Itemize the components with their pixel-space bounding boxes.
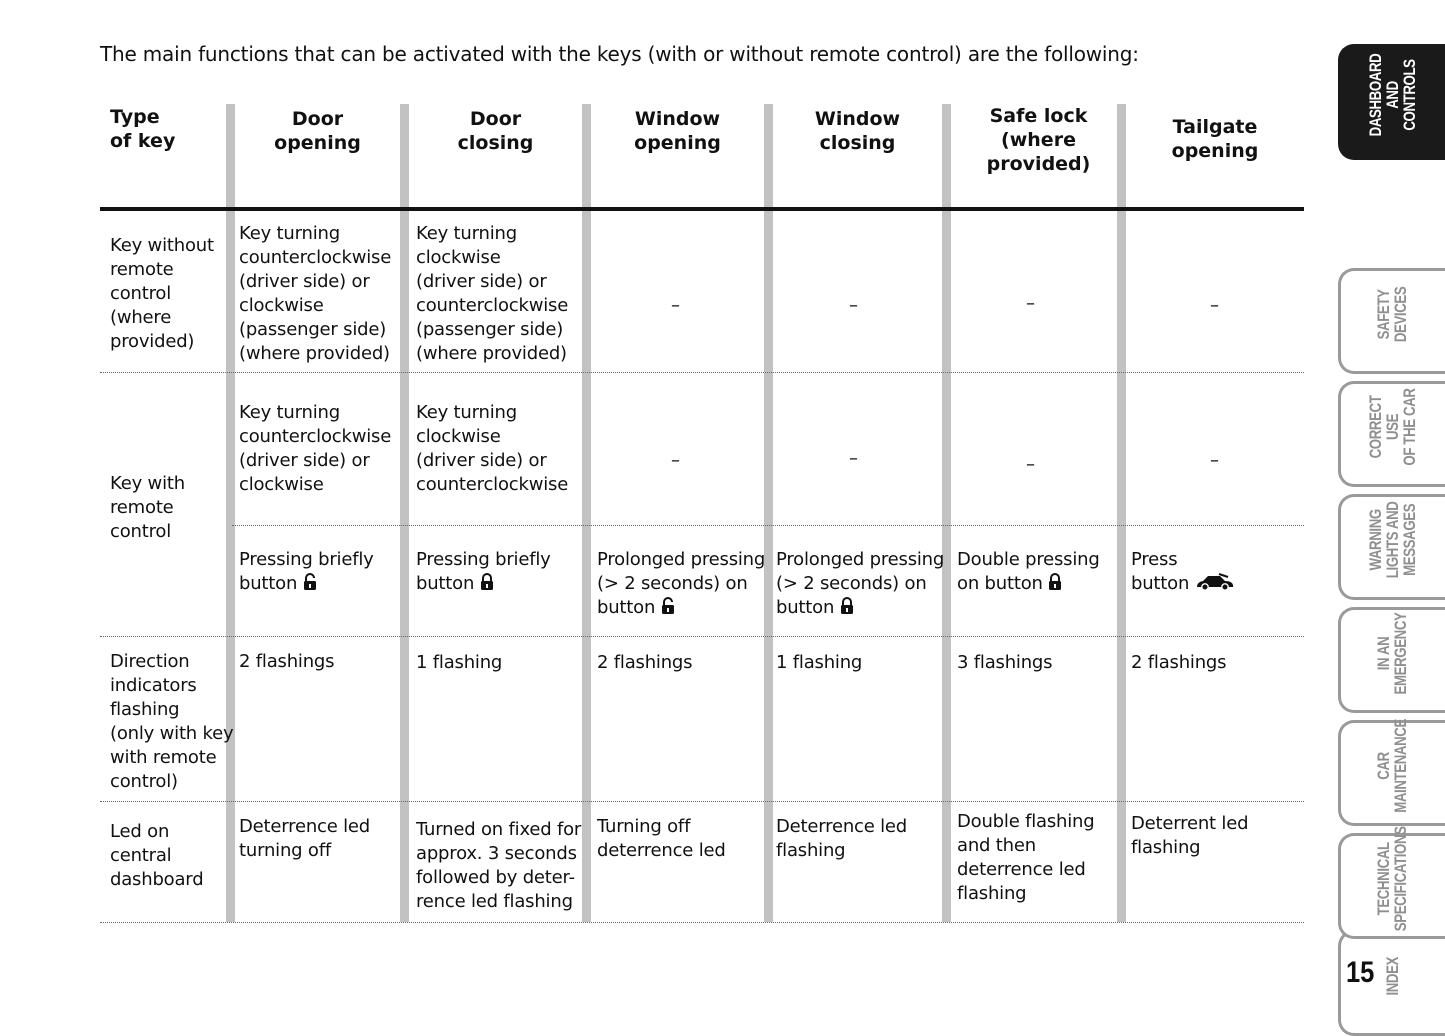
cell-line: (only with key [110, 723, 234, 744]
cell-key-with-door-opening [239, 401, 391, 497]
cell-line: dashboard [110, 869, 204, 890]
tab-line: AND CONTROLS [1382, 59, 1419, 131]
lock-open-icon [303, 573, 317, 591]
cell-key-without-door-closing [416, 222, 568, 366]
cell-line: flashing [776, 840, 846, 861]
header-window-opening [591, 107, 764, 155]
cell-direction-safe-lock: 3 flashings [957, 652, 1053, 673]
row-label-led-dashboard [110, 820, 203, 892]
column-separator [226, 104, 235, 922]
cell-text: on button [957, 573, 1043, 594]
cell-line: with remote [110, 747, 217, 768]
cell-line: (driver side) or [239, 271, 370, 292]
cell-line: clockwise [416, 247, 501, 268]
header-door-closing [409, 107, 582, 155]
cell-line: Prolonged pressing [597, 549, 766, 570]
cell-line: Key without [110, 235, 214, 256]
sidebar-tab-in-an-emergency[interactable] [1338, 607, 1445, 713]
cell-key-with-safe-lock: – [1026, 454, 1035, 475]
row-label-key-with-remote [110, 472, 185, 544]
tab-label [1349, 487, 1435, 593]
cell-text: button [416, 573, 475, 594]
cell-line: flashing [110, 699, 180, 720]
column-separator [764, 104, 773, 922]
cell-line [597, 596, 765, 620]
header-line: Type [110, 106, 160, 128]
header-line: closing [457, 132, 534, 154]
lock-closed-icon [1048, 573, 1062, 591]
cell-text: button [1131, 573, 1190, 594]
row-divider [100, 636, 1304, 637]
tab-line: CORRECT USE [1365, 395, 1402, 459]
header-line: Door [291, 108, 344, 130]
tab-line: EMERGENCY [1391, 612, 1410, 694]
cell-remote-safe-lock [957, 548, 1100, 596]
cell-line: (driver side) or [416, 450, 547, 471]
cell-line: (> 2 seconds) on [597, 573, 748, 594]
cell-direction-door-closing: 1 flashing [416, 652, 503, 673]
cell-key-without-window-opening: – [671, 295, 680, 316]
cell-line: (driver side) or [239, 450, 370, 471]
cell-line: Pressing briefly [239, 549, 374, 570]
cell-line: and then [957, 835, 1036, 856]
cell-direction-window-opening: 2 flashings [597, 652, 693, 673]
cell-key-with-tailgate: – [1210, 450, 1219, 471]
cell-line: Key turning [239, 402, 340, 423]
column-separator [582, 104, 591, 922]
cell-line [1131, 572, 1235, 596]
cell-led-window-opening [597, 815, 726, 863]
cell-text: button [239, 573, 298, 594]
tab-line: SPECIFICATIONS [1391, 826, 1410, 932]
lock-open-icon [661, 597, 675, 615]
tab-label [1349, 261, 1435, 367]
cell-line: Deterrence led [239, 816, 371, 837]
cell-line: central [110, 845, 172, 866]
cell-line: rence led flashing [416, 891, 573, 912]
header-line: Tailgate [1172, 116, 1258, 138]
tab-line: DASHBOARD [1365, 53, 1385, 137]
cell-line: control [110, 283, 171, 304]
cell-led-door-closing [416, 818, 581, 914]
cell-line: (> 2 seconds) on [776, 573, 927, 594]
cell-line: (driver side) or [416, 271, 547, 292]
header-safe-lock [951, 104, 1126, 176]
cell-line: remote [110, 497, 174, 518]
cell-line: Double pressing [957, 549, 1100, 570]
header-tailgate-opening [1126, 115, 1304, 163]
cell-line: (passenger side) [239, 319, 387, 340]
tab-line: CAR [1374, 752, 1393, 780]
tab-label [1349, 37, 1435, 153]
header-line: Safe lock [989, 105, 1088, 127]
tab-label [1349, 826, 1435, 932]
tab-line: WARNING [1365, 509, 1385, 571]
row-divider [100, 801, 1304, 802]
cell-direction-window-closing: 1 flashing [776, 652, 863, 673]
column-separator [1117, 104, 1126, 922]
cell-line: followed by deter- [416, 867, 575, 888]
cell-line: clockwise [239, 295, 324, 316]
cell-key-without-tailgate: – [1210, 295, 1219, 316]
header-line: opening [1171, 140, 1259, 162]
row-divider [232, 525, 1304, 526]
cell-line: (where provided) [416, 343, 567, 364]
tab-line: MAINTENANCE [1391, 719, 1410, 813]
cell-line: indicators [110, 675, 197, 696]
tab-line: OF THE CAR [1399, 388, 1419, 466]
column-separator [400, 104, 409, 922]
sidebar-tab-safety-devices[interactable] [1338, 268, 1445, 374]
cell-line: flashing [1131, 837, 1201, 858]
sidebar-tab-technical-specifications[interactable] [1338, 826, 1445, 939]
cell-line: Turned on fixed for [416, 819, 582, 840]
cell-line: Prolonged pressing [776, 549, 945, 570]
cell-line [416, 572, 551, 596]
cell-key-without-window-closing: – [849, 295, 858, 316]
cell-line: Deterrent led [1131, 813, 1249, 834]
car-tailgate-icon [1195, 573, 1235, 591]
cell-line: deterrence led [597, 840, 726, 861]
row-label-direction-indicators [110, 650, 233, 794]
cell-led-window-closing [776, 815, 907, 863]
cell-remote-door-closing [416, 548, 551, 596]
sidebar-tab-correct-use[interactable] [1338, 381, 1445, 487]
cell-line [957, 572, 1100, 596]
tab-line: SAFETY [1374, 289, 1393, 339]
lock-closed-icon [840, 597, 854, 615]
cell-line [239, 572, 374, 596]
cell-line: (passenger side) [416, 319, 564, 340]
cell-line: control [110, 521, 171, 542]
cell-remote-window-opening [597, 548, 765, 620]
cell-line: Pressing briefly [416, 549, 551, 570]
cell-led-safe-lock [957, 810, 1095, 906]
cell-line: counterclockwise [239, 426, 392, 447]
header-rule [100, 207, 1304, 211]
cell-line: counterclockwise [416, 474, 569, 495]
tab-label [1349, 713, 1435, 819]
header-line: Door [469, 108, 522, 130]
row-divider [100, 922, 1304, 923]
header-type-of-key [110, 105, 175, 153]
cell-remote-door-opening [239, 548, 374, 596]
cell-line: remote [110, 259, 174, 280]
header-line: Window [634, 108, 721, 130]
header-line: opening [634, 132, 721, 154]
header-line: (where [1001, 129, 1076, 151]
cell-line: Led on [110, 821, 170, 842]
cell-text: button [776, 597, 835, 618]
sidebar-tab-warning-lights[interactable] [1338, 494, 1445, 600]
cell-line: Turning off [597, 816, 691, 837]
cell-line: Key turning [416, 402, 517, 423]
cell-line: Key turning [416, 223, 517, 244]
cell-line: approx. 3 seconds [416, 843, 577, 864]
cell-line: Deterrence led [776, 816, 908, 837]
page-number: 15 [1346, 956, 1375, 989]
cell-line: Key with [110, 473, 185, 494]
cell-line: clockwise [416, 426, 501, 447]
cell-line: Double flashing [957, 811, 1095, 832]
sidebar-tab-dashboard-and-controls[interactable] [1338, 44, 1445, 160]
cell-line: counterclockwise [416, 295, 569, 316]
cell-key-with-door-closing [416, 401, 568, 497]
cell-remote-window-closing [776, 548, 944, 620]
column-separator [942, 104, 951, 922]
cell-line: turning off [239, 840, 332, 861]
lock-closed-icon [480, 573, 494, 591]
cell-line: deterrence led [957, 859, 1086, 880]
header-line: opening [274, 132, 361, 154]
cell-line: provided) [110, 331, 195, 352]
tab-label [1349, 374, 1435, 480]
cell-text: button [597, 597, 656, 618]
sidebar-tab-car-maintenance[interactable] [1338, 720, 1445, 826]
row-divider [100, 372, 1304, 373]
cell-line: clockwise [239, 474, 324, 495]
cell-key-with-window-closing: – [849, 448, 858, 469]
tab-line: INDEX [1382, 956, 1402, 996]
cell-led-door-opening [239, 815, 370, 863]
cell-key-without-safe-lock: – [1026, 293, 1035, 314]
cell-led-tailgate [1131, 812, 1248, 860]
cell-direction-door-opening: 2 flashings [239, 651, 335, 672]
header-line: Window [814, 108, 901, 130]
cell-line: Press [1131, 549, 1178, 570]
cell-line: (where provided) [239, 343, 390, 364]
tab-line: TECHNICAL [1374, 842, 1393, 916]
cell-line: Key turning [239, 223, 340, 244]
cell-line: Direction [110, 651, 190, 672]
cell-line [776, 596, 944, 620]
cell-remote-tailgate [1131, 548, 1235, 596]
tab-line: DEVICES [1391, 286, 1410, 342]
header-line: provided) [986, 153, 1091, 175]
cell-direction-tailgate: 2 flashings [1131, 652, 1227, 673]
cell-line: control) [110, 771, 178, 792]
cell-line: (where [110, 307, 172, 328]
cell-line: counterclockwise [239, 247, 392, 268]
tab-line: LIGHTS AND [1382, 501, 1402, 579]
cell-line: flashing [957, 883, 1027, 904]
tab-line: IN AN [1374, 636, 1393, 670]
tab-label [1349, 600, 1435, 706]
intro-text: The main functions that can be activated with the keys (with or without remote control) are the following: [100, 42, 1139, 66]
row-label-key-without-remote [110, 234, 214, 354]
header-line: closing [819, 132, 896, 154]
cell-key-without-door-opening [239, 222, 391, 366]
header-line: of key [110, 130, 176, 152]
header-door-opening [235, 107, 400, 155]
cell-key-with-window-opening: – [671, 450, 680, 471]
header-window-closing [773, 107, 942, 155]
tab-line: MESSAGES [1399, 503, 1419, 577]
